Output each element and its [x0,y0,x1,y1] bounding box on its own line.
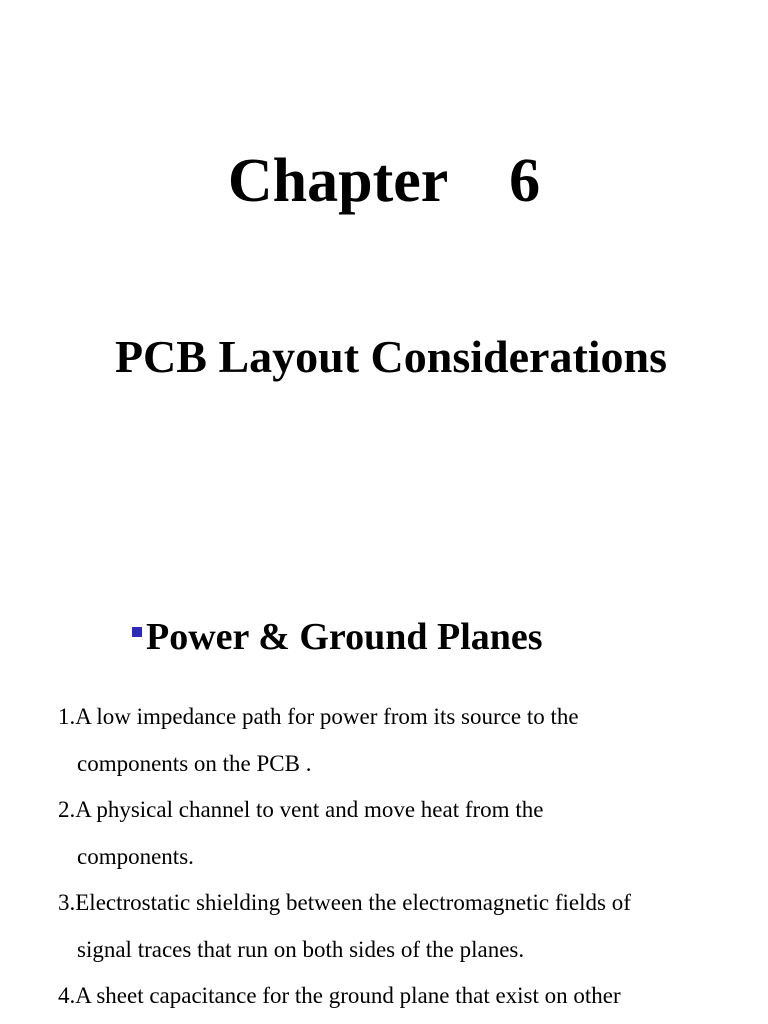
list-item-first-line [58,787,758,834]
list-item [58,694,758,787]
list-item-number: 3. [58,890,76,915]
list-item-first-line [58,694,758,741]
section-heading-text: Power & Ground Planes [146,616,543,658]
chapter-number: 6 [509,147,541,215]
chapter-title [0,147,768,215]
list-item-number: 1. [58,704,76,729]
list-item-continuation: signal traces that run on both sides of the planes. [77,936,525,962]
square-bullet-icon [132,627,142,637]
section-heading [132,618,543,656]
list-item-continuation: components. [77,843,194,869]
list-item-number: 4. [58,983,76,1008]
list-item [58,787,758,880]
list-item-text: Electrostatic shielding between the electromagnetic fields of [75,890,631,915]
list-item-number: 2. [58,797,76,822]
list-item-text: A low impedance path for power from its source to the [75,704,579,729]
list-item-continuation: components on the PCB . [77,750,312,776]
list-item [58,880,758,973]
list-item-first-line [58,973,758,1020]
numbered-list [58,694,758,1020]
page-subtitle: PCB Layout Considerations [114,331,668,382]
list-item-text: A physical channel to vent and move heat from the [75,797,544,822]
list-item-text: A sheet capacitance for the ground plane that exist on other [75,983,621,1008]
list-item [58,973,758,1020]
chapter-word: Chapter [227,147,448,215]
list-item-first-line [58,880,758,927]
